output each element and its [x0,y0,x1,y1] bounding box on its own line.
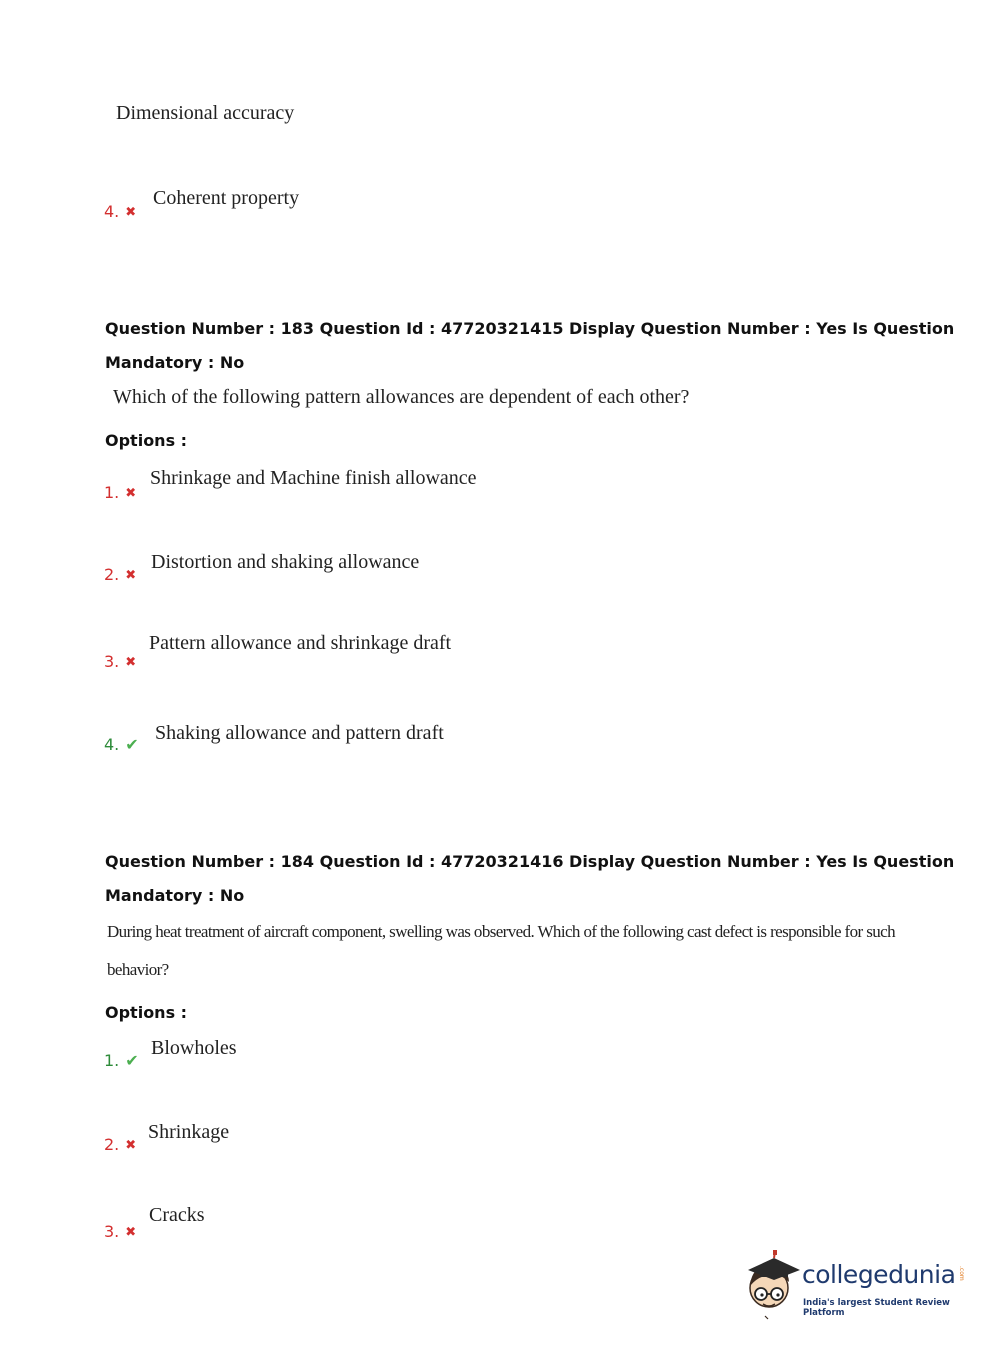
prev-option-4-text: Coherent property [153,187,300,209]
cross-icon: ✖ [125,1138,137,1153]
logo-tagline: India's largest Student Review Platform [803,1298,950,1318]
logo-wordmark: collegedunia [802,1260,956,1289]
q183-option-1-text: Shrinkage and Machine finish allowance [150,467,477,489]
q184-option-1-text: Blowholes [151,1037,237,1059]
question-184-text-line-2: behavior? [107,960,169,979]
cross-icon: ✖ [125,1225,137,1240]
q184-option-1-marker [104,1051,139,1070]
q184-option-3-text: Cracks [149,1204,205,1226]
collegedunia-logo[interactable] [742,1250,972,1320]
question-183-mandatory: Mandatory : No [105,353,245,372]
option-number: 3. [104,1222,120,1241]
check-icon: ✔ [125,1051,139,1070]
question-184-meta: Question Number : 184 Question Id : 47720321416 Display Question Number : Yes Is Question [105,852,955,871]
cross-icon: ✖ [125,205,137,220]
cross-icon: ✖ [125,568,137,583]
q184-option-3-marker [104,1222,136,1241]
option-number: 1. [104,1051,120,1070]
mascot-icon [742,1250,802,1320]
option-number: 2. [104,565,120,584]
check-icon: ✔ [125,735,139,754]
question-184-text-line-1: During heat treatment of aircraft component, swelling was observed. Which of the following cast defect is responsible for such [107,922,895,941]
option-number: 3. [104,652,120,671]
q184-option-2-marker [104,1135,136,1154]
question-183-options-label: Options : [105,431,188,450]
q183-option-1-marker [104,483,136,502]
option-number: 1. [104,483,120,502]
q184-option-2-text: Shrinkage [148,1121,230,1143]
option-number: 4. [104,202,120,221]
cross-icon: ✖ [125,486,137,501]
question-184-options-label: Options : [105,1003,188,1022]
logo-domain-suffix: .com [958,1266,965,1281]
option-number: 4. [104,735,120,754]
prev-option-3-text: Dimensional accuracy [116,102,295,124]
q183-option-4-marker [104,735,139,754]
prev-option-4 [104,202,136,221]
cross-icon: ✖ [125,655,137,670]
q183-option-4-text: Shaking allowance and pattern draft [155,722,444,744]
question-183-text: Which of the following pattern allowances are dependent of each other? [113,386,690,408]
q183-option-2-text: Distortion and shaking allowance [151,551,420,573]
q183-option-2-marker [104,565,136,584]
q183-option-3-text: Pattern allowance and shrinkage draft [149,632,452,654]
question-184-mandatory: Mandatory : No [105,886,245,905]
q183-option-3-marker [104,652,136,671]
question-183-meta: Question Number : 183 Question Id : 47720321415 Display Question Number : Yes Is Question [105,319,955,338]
option-number: 2. [104,1135,120,1154]
